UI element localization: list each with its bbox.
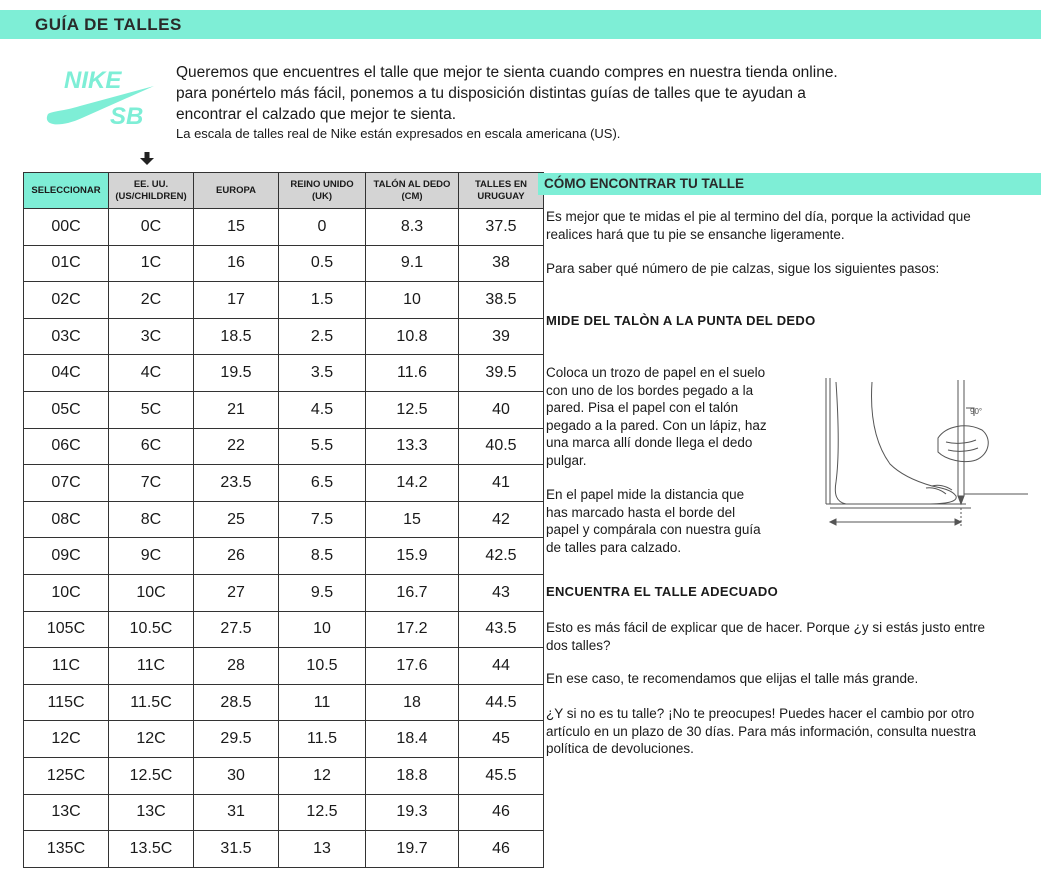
- header-uk: REINO UNIDO (UK): [279, 173, 366, 209]
- cell-uk: 7.5: [279, 501, 366, 538]
- nike-sb-logo: [42, 62, 162, 132]
- intro-text: [176, 62, 976, 142]
- guide-paragraph-4: En el papel mide la distancia que has marcado hasta el borde del papel y compárala con nuestra guía de talles para calzado.: [546, 487, 761, 555]
- cell-uk: 6.5: [279, 465, 366, 502]
- cell-uruguay: 42: [459, 501, 544, 538]
- cell-us: 5C: [109, 391, 194, 428]
- cell-uruguay: 46: [459, 794, 544, 831]
- cell-selection: 07C: [24, 465, 109, 502]
- table-row: [24, 318, 544, 355]
- cell-uk: 9.5: [279, 574, 366, 611]
- cell-europa: 21: [194, 391, 279, 428]
- table-row: [24, 574, 544, 611]
- guide-paragraph-1: Es mejor que te midas el pie al termino del día, porque la actividad que realices hará que tu pie se ensanche ligeramente.: [546, 209, 971, 242]
- cell-selection: 11C: [24, 648, 109, 685]
- table-row: [24, 757, 544, 794]
- cell-talon-dedo-cm: 8.3: [366, 209, 459, 246]
- cell-selection: 03C: [24, 318, 109, 355]
- cell-talon-dedo-cm: 10.8: [366, 318, 459, 355]
- cell-uk: 5.5: [279, 428, 366, 465]
- cell-talon-dedo-cm: 17.2: [366, 611, 459, 648]
- cell-uk: 1.5: [279, 282, 366, 319]
- cell-talon-dedo-cm: 11.6: [366, 355, 459, 392]
- cell-uk: 2.5: [279, 318, 366, 355]
- page-title: GUÍA DE TALLES: [35, 15, 182, 34]
- section-heading-find-size: ENCUENTRA EL TALLE ADECUADO: [546, 584, 778, 599]
- cell-uruguay: 46: [459, 831, 544, 868]
- cell-uruguay: 43: [459, 574, 544, 611]
- intro-note: La escala de talles real de Nike están expresados en escala americana (US).: [176, 126, 621, 141]
- cell-us: 10C: [109, 574, 194, 611]
- cell-europa: 16: [194, 245, 279, 282]
- size-table-header-row: [24, 173, 544, 209]
- cell-talon-dedo-cm: 19.3: [366, 794, 459, 831]
- cell-talon-dedo-cm: 14.2: [366, 465, 459, 502]
- cell-uk: 11.5: [279, 721, 366, 758]
- cell-talon-dedo-cm: 18: [366, 684, 459, 721]
- cell-uk: 13: [279, 831, 366, 868]
- intro-line-1: Queremos que encuentres el talle que mejor te sienta cuando compres en nuestra tienda online.: [176, 64, 838, 81]
- header-talon-dedo: TALÓN AL DEDO (CM): [366, 173, 459, 209]
- cell-uruguay: 40: [459, 391, 544, 428]
- header-europa: EUROPA: [194, 173, 279, 209]
- cell-europa: 22: [194, 428, 279, 465]
- cell-uk: 10: [279, 611, 366, 648]
- cell-talon-dedo-cm: 10: [366, 282, 459, 319]
- cell-talon-dedo-cm: 17.6: [366, 648, 459, 685]
- logo-text-nike: NIKE: [64, 67, 122, 94]
- header-seleccionar: SELECCIONAR: [24, 173, 109, 209]
- cell-selection: 00C: [24, 209, 109, 246]
- guide-heading: CÓMO ENCONTRAR TU TALLE: [544, 176, 744, 191]
- cell-selection: 10C: [24, 574, 109, 611]
- cell-europa: 15: [194, 209, 279, 246]
- cell-uruguay: 38: [459, 245, 544, 282]
- cell-talon-dedo-cm: 19.7: [366, 831, 459, 868]
- cell-europa: 28.5: [194, 684, 279, 721]
- cell-europa: 31.5: [194, 831, 279, 868]
- cell-europa: 27.5: [194, 611, 279, 648]
- logo-text-sb: SB: [110, 103, 144, 130]
- cell-us: 6C: [109, 428, 194, 465]
- cell-europa: 31: [194, 794, 279, 831]
- cell-us: 13C: [109, 794, 194, 831]
- table-row: [24, 611, 544, 648]
- table-row: [24, 245, 544, 282]
- cell-selection: 12C: [24, 721, 109, 758]
- cell-us: 1C: [109, 245, 194, 282]
- cell-uruguay: 41: [459, 465, 544, 502]
- table-row: [24, 684, 544, 721]
- angle-label: 90°: [970, 407, 983, 416]
- guide-heading-bar: [538, 173, 1041, 195]
- table-row: [24, 209, 544, 246]
- cell-talon-dedo-cm: 12.5: [366, 391, 459, 428]
- cell-us: 4C: [109, 355, 194, 392]
- cell-selection: 08C: [24, 501, 109, 538]
- cell-europa: 25: [194, 501, 279, 538]
- cell-selection: 135C: [24, 831, 109, 868]
- cell-us: 13.5C: [109, 831, 194, 868]
- cell-uruguay: 39.5: [459, 355, 544, 392]
- table-row: [24, 282, 544, 319]
- foot-measure-illustration: [806, 372, 1031, 542]
- cell-us: 10.5C: [109, 611, 194, 648]
- cell-europa: 28: [194, 648, 279, 685]
- cell-uk: 0.5: [279, 245, 366, 282]
- guide-paragraph-3: Coloca un trozo de papel en el suelo con uno de los bordes pegado a la pared. Pisa el papel con el talón pegado a la pared. Con un lápiz, haz una marca allí donde llega el dedo pulgar.: [546, 365, 767, 468]
- cell-us: 9C: [109, 538, 194, 575]
- arrow-down-icon: [140, 152, 154, 166]
- intro-line-2: para ponértelo más fácil, ponemos a tu disposición distintas guías de talles que te ayudan a: [176, 85, 806, 102]
- cell-selection: 06C: [24, 428, 109, 465]
- cell-selection: 125C: [24, 757, 109, 794]
- cell-selection: 01C: [24, 245, 109, 282]
- cell-uruguay: 45: [459, 721, 544, 758]
- cell-europa: 17: [194, 282, 279, 319]
- cell-uruguay: 39: [459, 318, 544, 355]
- cell-selection: 04C: [24, 355, 109, 392]
- size-table: [23, 172, 544, 868]
- title-bar: [0, 10, 1041, 39]
- cell-uk: 8.5: [279, 538, 366, 575]
- cell-uk: 4.5: [279, 391, 366, 428]
- cell-europa: 18.5: [194, 318, 279, 355]
- cell-us: 7C: [109, 465, 194, 502]
- cell-us: 0C: [109, 209, 194, 246]
- cell-uruguay: 38.5: [459, 282, 544, 319]
- table-row: [24, 831, 544, 868]
- cell-selection: 05C: [24, 391, 109, 428]
- cell-europa: 30: [194, 757, 279, 794]
- cell-us: 11.5C: [109, 684, 194, 721]
- cell-uk: 3.5: [279, 355, 366, 392]
- cell-us: 12C: [109, 721, 194, 758]
- cell-selection: 13C: [24, 794, 109, 831]
- cell-uk: 11: [279, 684, 366, 721]
- cell-us: 2C: [109, 282, 194, 319]
- table-row: [24, 465, 544, 502]
- table-row: [24, 794, 544, 831]
- cell-us: 11C: [109, 648, 194, 685]
- cell-selection: 09C: [24, 538, 109, 575]
- header-uruguay: TALLES EN URUGUAY: [459, 173, 544, 209]
- guide-paragraph-2: Para saber qué número de pie calzas, sigue los siguientes pasos:: [546, 261, 940, 276]
- cell-talon-dedo-cm: 16.7: [366, 574, 459, 611]
- cell-talon-dedo-cm: 15.9: [366, 538, 459, 575]
- guide-paragraph-7: ¿Y si no es tu talle? ¡No te preocupes! Puedes hacer el cambio por otro artículo en un plazo de 30 días. Para más información, consulta nuestra política de devoluciones.: [546, 706, 976, 756]
- cell-talon-dedo-cm: 9.1: [366, 245, 459, 282]
- cell-uruguay: 42.5: [459, 538, 544, 575]
- table-row: [24, 428, 544, 465]
- cell-europa: 27: [194, 574, 279, 611]
- cell-selection: 02C: [24, 282, 109, 319]
- cell-us: 12.5C: [109, 757, 194, 794]
- table-row: [24, 721, 544, 758]
- table-row: [24, 355, 544, 392]
- cell-talon-dedo-cm: 15: [366, 501, 459, 538]
- guide-paragraph-6: En ese caso, te recomendamos que elijas el talle más grande.: [546, 671, 919, 686]
- cell-uruguay: 37.5: [459, 209, 544, 246]
- cell-europa: 23.5: [194, 465, 279, 502]
- cell-uruguay: 45.5: [459, 757, 544, 794]
- cell-europa: 19.5: [194, 355, 279, 392]
- cell-uk: 0: [279, 209, 366, 246]
- cell-uruguay: 44.5: [459, 684, 544, 721]
- guide-paragraph-5: Esto es más fácil de explicar que de hacer. Porque ¿y si estás justo entre dos talles?: [546, 620, 985, 653]
- cell-europa: 29.5: [194, 721, 279, 758]
- table-row: [24, 501, 544, 538]
- cell-uruguay: 40.5: [459, 428, 544, 465]
- cell-uruguay: 44: [459, 648, 544, 685]
- table-row: [24, 648, 544, 685]
- cell-uk: 12: [279, 757, 366, 794]
- cell-talon-dedo-cm: 18.8: [366, 757, 459, 794]
- cell-us: 3C: [109, 318, 194, 355]
- table-row: [24, 538, 544, 575]
- cell-europa: 26: [194, 538, 279, 575]
- cell-selection: 115C: [24, 684, 109, 721]
- cell-selection: 105C: [24, 611, 109, 648]
- cell-uk: 12.5: [279, 794, 366, 831]
- cell-talon-dedo-cm: 18.4: [366, 721, 459, 758]
- intro-line-3: encontrar el calzado que mejor te sienta.: [176, 106, 457, 123]
- cell-us: 8C: [109, 501, 194, 538]
- table-row: [24, 391, 544, 428]
- section-heading-measure: MIDE DEL TALÒN A LA PUNTA DEL DEDO: [546, 313, 816, 328]
- cell-uruguay: 43.5: [459, 611, 544, 648]
- header-us: EE. UU. (US/CHILDREN): [109, 173, 194, 209]
- cell-talon-dedo-cm: 13.3: [366, 428, 459, 465]
- cell-uk: 10.5: [279, 648, 366, 685]
